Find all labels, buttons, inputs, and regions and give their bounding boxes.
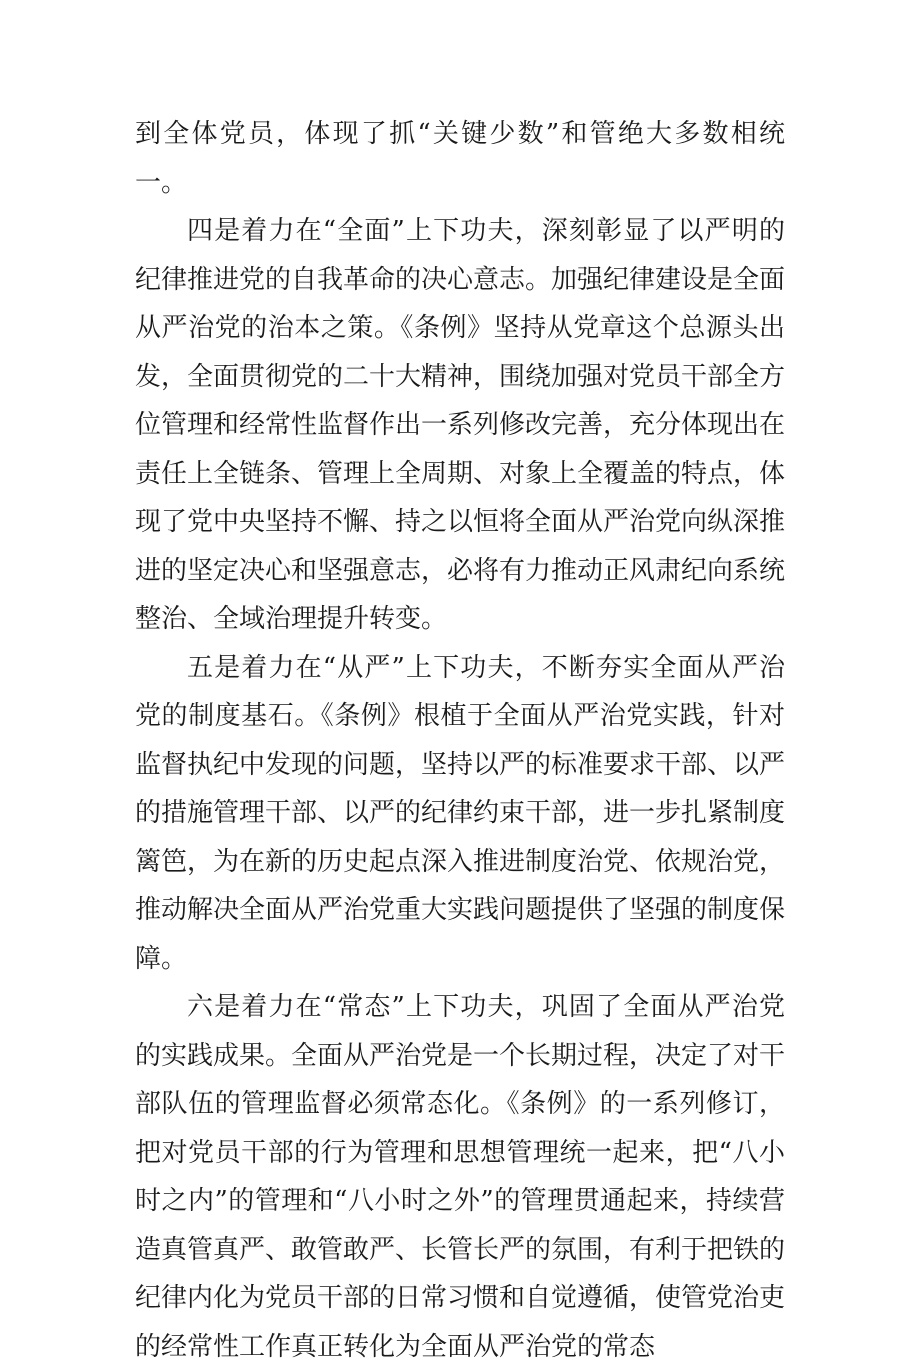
body-text: [135, 110, 785, 1371]
paragraph-six-normalization: 六是着力在“常态”上下功夫，巩固了全面从严治党的实践成果。全面从严治党是一个长期过程，决定了对干部队伍的管理监督必须常态化。《条例》的一系列修订，把对党员干部的行为管理和思想管理统一起来，把“八小时之内”的管理和“八小时之外”的管理贯通起来，持续营造真管真严、敢管敢严、长管长严的氛围，有利于把铁的纪律内化为党员干部的日常习惯和自觉遵循，使管党治吏的经常性工作真正转化为全面从严治党的常态: [135, 992, 786, 1362]
paragraph-continuation: 到全体党员，体现了抓“关键少数”和管绝大多数相统一。: [135, 119, 785, 198]
paragraph-five-strict: 五是着力在“从严”上下功夫，不断夯实全面从严治党的制度基石。《条例》根植于全面从严治党实践，针对监督执纪中发现的问题，坚持以严的标准要求干部、以严的措施管理干部、以严的纪律约束干部，进一步扎紧制度篱笆，为在新的历史起点深入推进制度治党、依规治党，推动解决全面从严治党重大实践问题提供了坚强的制度保障。: [135, 652, 786, 974]
paragraph-four-comprehensive: 四是着力在“全面”上下功夫，深刻彰显了以严明的纪律推进党的自我革命的决心意志。加强纪律建设是全面从严治党的治本之策。《条例》坚持从党章这个总源头出发，全面贯彻党的二十大精神，围绕加强对党员干部全方位管理和经常性监督作出一系列修改完善，充分体现出在责任上全链条、管理上全周期、对象上全覆盖的特点，体现了党中央坚持不懈、持之以恒将全面从严治党向纵深推进的坚定决心和坚强意志，必将有力推动正风肃纪向系统整治、全域治理提升转变。: [135, 216, 786, 634]
